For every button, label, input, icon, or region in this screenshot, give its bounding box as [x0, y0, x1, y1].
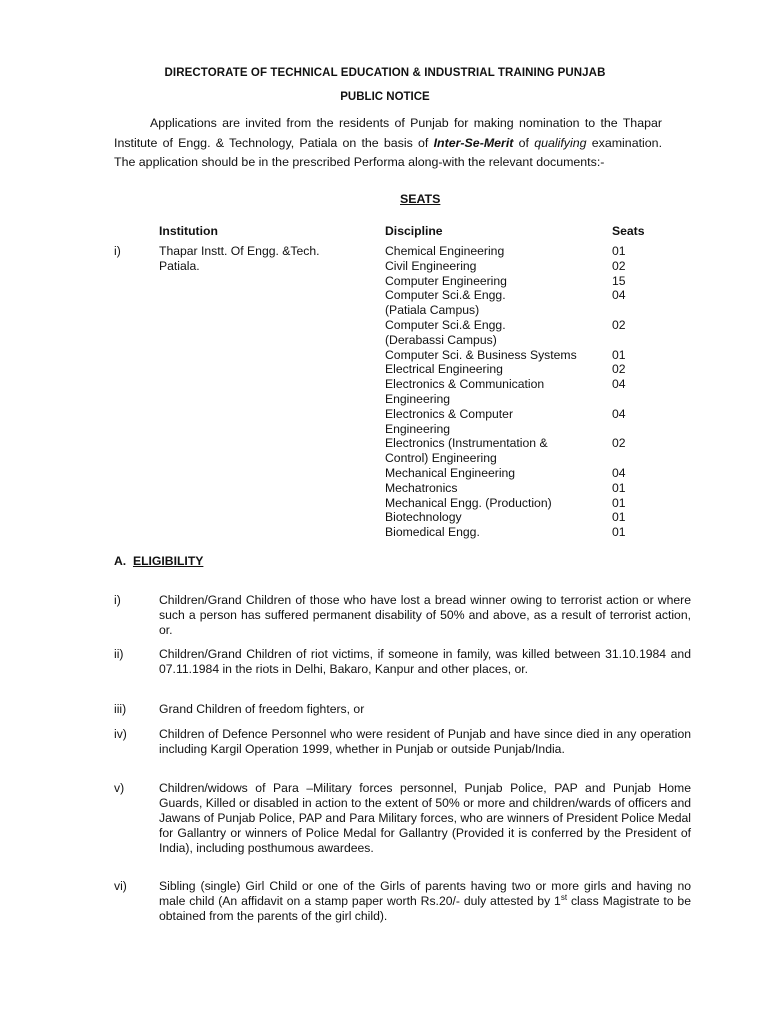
discipline-list	[385, 244, 610, 540]
seat-count: 01	[612, 244, 626, 258]
eligibility-item-number: i)	[114, 593, 121, 607]
seat-count: 01	[612, 347, 626, 362]
seats-heading: SEATS	[400, 192, 441, 206]
seat-count: 01	[612, 495, 626, 510]
eligibility-item-text: Children/widows of Para –Military forces personnel, Punjab Police, PAP and Punjab Home Guards, Killed or disabled in action to the extent of 50% or more and children/wards of officers and Jawans of Punjab Police, PAP and Para Military forces, who are winners of President Police Medal for Gallantry or winners of Police Medal for Gallantry (Provided it is conferred by the President of India), including posthumous awardees.	[159, 781, 691, 855]
seat-count: 04	[612, 465, 626, 480]
eligibility-item-number: iv)	[114, 727, 127, 741]
ordinal-suffix: st	[560, 892, 568, 902]
column-header-seats: Seats	[612, 224, 645, 238]
institution-name	[159, 244, 369, 274]
seat-count-list	[612, 244, 652, 540]
intro-italic: qualifying	[534, 135, 587, 150]
eligibility-item-text	[159, 879, 691, 924]
discipline-name: Computer Sci.& Engg.	[385, 288, 506, 303]
discipline-name: Computer Engineering	[385, 273, 507, 288]
discipline-name: Mechatronics	[385, 480, 458, 495]
seat-count: 02	[612, 362, 626, 377]
seat-count: 02	[612, 317, 626, 332]
eligibility-prefix: A.	[114, 554, 127, 568]
discipline-name: Electrical Engineering	[385, 362, 503, 377]
discipline-name: (Derabassi Campus)	[385, 332, 497, 347]
discipline-name: Biomedical Engg.	[385, 525, 480, 540]
eligibility-title: ELIGIBILITY	[132, 554, 204, 568]
institution-line-2: Patiala.	[159, 259, 200, 273]
discipline-name: Electronics & Communication	[385, 377, 545, 392]
discipline-name: Computer Sci. & Business Systems	[385, 347, 577, 362]
discipline-name: Control) Engineering	[385, 451, 497, 466]
seat-spacer	[612, 392, 652, 407]
eligibility-text-before: Sibling (single) Girl Child or one of the Girls of parents having two or more girls and having no male child (An affidavit on a stamp paper worth Rs.20/- duly attested by 1	[159, 879, 691, 908]
seat-count: 02	[612, 258, 626, 273]
seat-spacer	[612, 333, 652, 348]
discipline-name: Engineering	[385, 421, 451, 436]
seat-count: 04	[612, 406, 626, 421]
eligibility-item-text: Children of Defence Personnel who were resident of Punjab and have since died in any operation including Kargil Operation 1999, whether in Punjab or outside Punjab/India.	[159, 727, 691, 756]
seat-spacer	[612, 422, 652, 437]
discipline-name: Electronics (Instrumentation &	[385, 436, 548, 451]
seat-spacer	[612, 303, 652, 318]
column-header-discipline: Discipline	[385, 224, 443, 238]
column-header-institution: Institution	[159, 224, 218, 238]
eligibility-item-number: v)	[114, 781, 125, 795]
eligibility-item-number: ii)	[114, 647, 124, 661]
intro-part2: of	[513, 135, 535, 150]
eligibility-item-number: vi)	[114, 879, 127, 893]
seat-count: 02	[612, 436, 626, 451]
institution-line-1: Thapar Instt. Of Engg. &Tech.	[159, 244, 320, 258]
document-title: DIRECTORATE OF TECHNICAL EDUCATION & INDUSTRIAL TRAINING PUNJAB	[164, 67, 606, 79]
seat-count: 01	[612, 510, 626, 525]
row-number: i)	[114, 244, 121, 258]
seat-count: 04	[612, 288, 626, 303]
discipline-name: Computer Sci.& Engg.	[385, 317, 506, 332]
discipline-name: Electronics & Computer	[385, 406, 514, 421]
eligibility-text-after: class Magistrate to be obtained from the parents of the girl child).	[159, 894, 691, 923]
discipline-name: (Patiala Campus)	[385, 303, 480, 318]
seat-count: 15	[612, 273, 626, 288]
discipline-name: Civil Engineering	[385, 258, 477, 273]
discipline-name: Mechanical Engineering	[385, 465, 516, 480]
discipline-name: Engineering	[385, 391, 451, 406]
eligibility-item-text: Children/Grand Children of those who have lost a bread winner owing to terrorist action or where such a person has suffered permanent disability of 50% and above, as a result of terrorist action, or.	[159, 593, 691, 637]
seat-count: 01	[612, 525, 626, 540]
intro-emphasis: Inter-Se-Merit	[433, 135, 514, 150]
seat-count: 01	[612, 480, 626, 495]
discipline-name: Chemical Engineering	[385, 244, 505, 258]
intro-part1: Applications are invited from the residents of Punjab for making nomination to the Thapar Institute of Engg. & Technology, Patiala on the basis of	[114, 116, 662, 150]
seat-count: 04	[612, 377, 626, 392]
notice-subtitle: PUBLIC NOTICE	[340, 91, 430, 103]
eligibility-item-text: Children/Grand Children of riot victims, if someone in family, was killed between 31.10.1984 and 07.11.1984 in the riots in Delhi, Bakaro, Kanpur and other places, or.	[159, 647, 691, 676]
eligibility-heading	[114, 554, 203, 569]
eligibility-item-text: Grand Children of freedom fighters, or	[159, 702, 365, 716]
eligibility-item-number: iii)	[114, 702, 127, 716]
intro-part3: examination. The application should be in the prescribed Performa along-with the relevant documents:-	[114, 135, 663, 169]
discipline-name: Mechanical Engg. (Production)	[385, 495, 552, 510]
intro-paragraph	[114, 114, 662, 173]
seat-spacer	[612, 451, 652, 466]
discipline-name: Biotechnology	[385, 510, 462, 525]
